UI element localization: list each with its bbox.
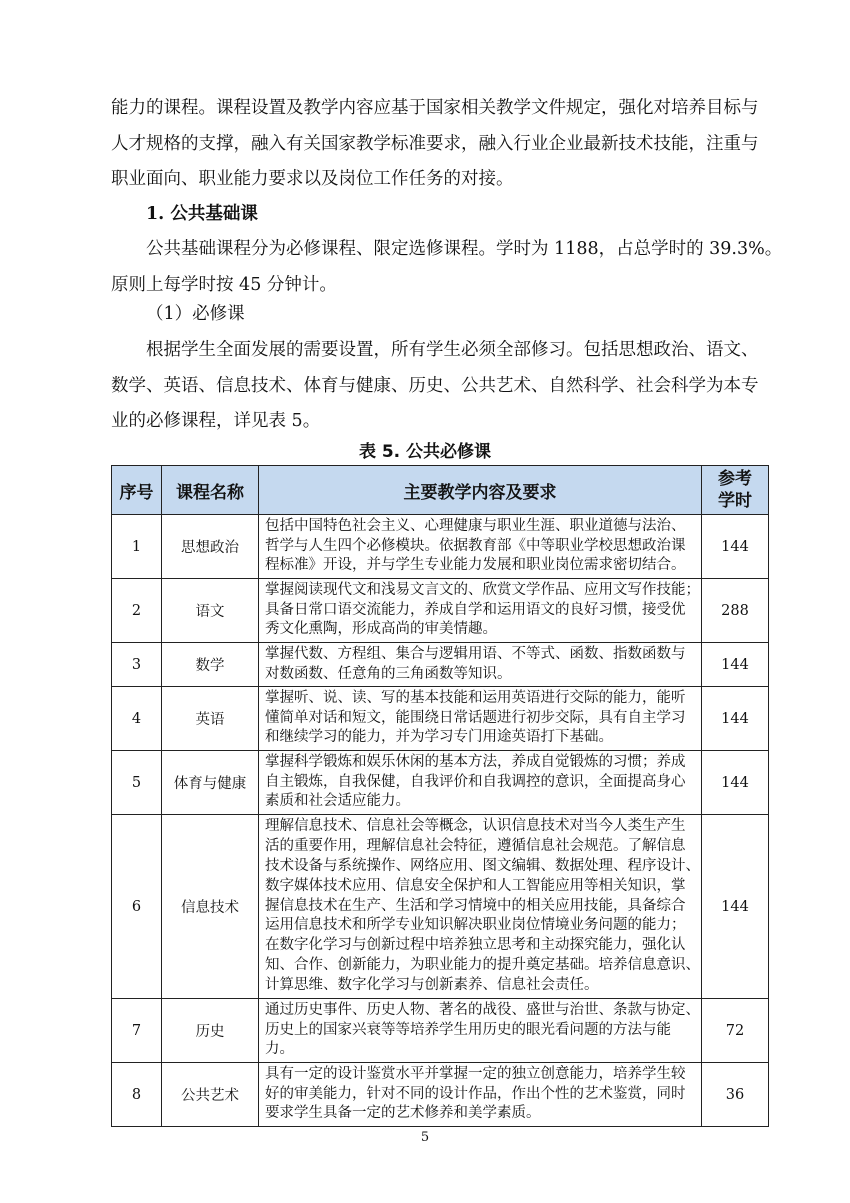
content-line: 具备日常口语交流能力，养成自学和运用语文的良好习惯，接受优 xyxy=(265,601,686,618)
table-row xyxy=(112,687,769,751)
intro-line: 人才规格的支撑，融入有关国家教学标准要求，融入行业企业最新技术技能，注重与 xyxy=(111,133,759,154)
content-line: 在数字化学习与创新过程中培养独立思考和主动探究能力，强化认 xyxy=(265,937,686,954)
content-line: 数字媒体技术应用、信息安全保护和人工智能应用等相关知识，掌 xyxy=(265,877,686,894)
content-line: 秀文化熏陶，形成高尚的审美情趣。 xyxy=(265,621,497,638)
row-hours: 72 xyxy=(702,999,769,1063)
row-content xyxy=(259,1063,702,1127)
table-row xyxy=(112,815,769,999)
content-line: 技术设备与系统操作、网络应用、图文编辑、数据处理、程序设计、 xyxy=(265,858,700,874)
row-hours: 144 xyxy=(702,643,769,687)
row-hours: 144 xyxy=(702,815,769,999)
content-line: 具有一定的设计鉴赏水平并掌握一定的独立创意能力，培养学生较 xyxy=(265,1065,686,1082)
subsection-paragraph xyxy=(111,333,759,440)
row-no: 1 xyxy=(112,515,162,579)
subsection-heading: （1）必修课 xyxy=(146,304,245,324)
content-line: 运用信息技术和所学专业知识解决职业岗位情境业务问题的能力； xyxy=(265,917,686,934)
content-line: 和继续学习的能力，并为学习专门用途英语打下基础。 xyxy=(265,729,613,746)
section-heading: 1. 公共基础课 xyxy=(146,204,258,224)
table-row xyxy=(112,751,769,815)
row-hours: 144 xyxy=(702,687,769,751)
header-name: 课程名称 xyxy=(162,466,259,515)
row-no: 4 xyxy=(112,687,162,751)
section-paragraph xyxy=(111,232,783,303)
header-hours-line: 参考 xyxy=(718,469,752,489)
row-no: 7 xyxy=(112,999,162,1063)
table-row xyxy=(112,515,769,579)
row-hours: 36 xyxy=(702,1063,769,1127)
intro-paragraph xyxy=(111,91,759,198)
row-course-name: 数学 xyxy=(162,643,259,687)
row-content xyxy=(259,687,702,751)
row-course-name: 体育与健康 xyxy=(162,751,259,815)
content-line: 哲学与人生四个必修模块。依据教育部《中等职业学校思想政治课 xyxy=(265,537,686,554)
row-no: 8 xyxy=(112,1063,162,1127)
content-line: 程标准》开设，并与学生专业能力发展和职业岗位需求密切结合。 xyxy=(265,557,686,574)
content-line: 知、合作、创新能力，为职业能力的提升奠定基础。培养信息意识、 xyxy=(265,956,700,973)
row-no: 5 xyxy=(112,751,162,815)
content-line: 活的重要作用，理解信息社会特征，遵循信息社会规范。了解信息 xyxy=(265,838,686,855)
header-content: 主要教学内容及要求 xyxy=(259,466,702,515)
row-no: 3 xyxy=(112,643,162,687)
content-line: 素质和社会适应能力。 xyxy=(265,793,410,810)
courses-table xyxy=(111,465,769,1127)
content-line: 掌握听、说、读、写的基本技能和运用英语进行交际的能力，能听 xyxy=(265,689,686,706)
content-line: 懂简单对话和短文，能围绕日常话题进行初步交际，具有自主学习 xyxy=(265,709,686,726)
table-header-row xyxy=(112,466,769,515)
table-caption: 表 5. 公共必修课 xyxy=(358,442,492,462)
subsection-line: 根据学生全面发展的需要设置，所有学生必须全部修习。包括思想政治、语文、 xyxy=(146,340,759,360)
content-line: 要求学生具备一定的艺术修养和美学素质。 xyxy=(265,1105,541,1122)
section-line: 公共基础课程分为必修课程、限定选修课程。学时为 1188，占总学时的 39.3%。 xyxy=(146,239,783,259)
row-content xyxy=(259,515,702,579)
row-content xyxy=(259,815,702,999)
content-line: 力。 xyxy=(265,1041,294,1058)
row-no: 2 xyxy=(112,579,162,643)
row-course-name: 思想政治 xyxy=(162,515,259,579)
content-line: 包括中国特色社会主义、心理健康与职业生涯、职业道德与法治、 xyxy=(265,517,686,534)
content-line: 掌握阅读现代文和浅易文言文的、欣赏文学作品、应用文写作技能； xyxy=(265,581,700,598)
content-line: 掌握代数、方程组、集合与逻辑用语、不等式、函数、指数函数与 xyxy=(265,645,686,662)
row-hours: 144 xyxy=(702,751,769,815)
row-hours: 144 xyxy=(702,515,769,579)
row-course-name: 英语 xyxy=(162,687,259,751)
row-course-name: 信息技术 xyxy=(162,815,259,999)
header-hours-line: 学时 xyxy=(718,491,752,511)
content-line: 握信息技术在生产、生活和学习情境中的相关应用技能，具备综合 xyxy=(265,897,686,914)
page-number: 5 xyxy=(420,1130,430,1145)
section-line: 原则上每学时按 45 分钟计。 xyxy=(111,274,337,295)
row-no: 6 xyxy=(112,815,162,999)
row-content xyxy=(259,999,702,1063)
content-line: 理解信息技术、信息社会等概念，认识信息技术对当今人类生产生 xyxy=(265,818,686,835)
content-line: 掌握科学锻炼和娱乐休闲的基本方法，养成自觉锻炼的习惯；养成 xyxy=(265,753,686,770)
row-course-name: 公共艺术 xyxy=(162,1063,259,1127)
content-line: 自主锻炼，自我保健，自我评价和自我调控的意识，全面提高身心 xyxy=(265,773,686,790)
intro-line: 能力的课程。课程设置及教学内容应基于国家相关教学文件规定，强化对培养目标与 xyxy=(111,98,759,118)
content-line: 历史上的国家兴衰等等培养学生用历史的眼光看问题的方法与能 xyxy=(265,1021,671,1038)
table-row xyxy=(112,579,769,643)
row-hours: 288 xyxy=(702,579,769,643)
row-course-name: 历史 xyxy=(162,999,259,1063)
table-row xyxy=(112,1063,769,1127)
row-content xyxy=(259,643,702,687)
content-line: 好的审美能力，针对不同的设计作品，作出个性的艺术鉴赏，同时 xyxy=(265,1085,686,1102)
intro-line: 职业面向、职业能力要求以及岗位工作任务的对接。 xyxy=(111,169,514,189)
table-row xyxy=(112,643,769,687)
content-line: 通过历史事件、历史人物、著名的战役、盛世与治世、条款与协定、 xyxy=(265,1001,700,1018)
subsection-line: 数学、英语、信息技术、体育与健康、历史、公共艺术、自然科学、社会科学为本专 xyxy=(111,375,759,396)
header-no: 序号 xyxy=(112,466,162,515)
content-line: 计算思维、数字化学习与创新素养、信息社会责任。 xyxy=(265,976,599,993)
subsection-line: 业的必修课程，详见表 5。 xyxy=(111,411,321,431)
row-content xyxy=(259,751,702,815)
row-course-name: 语文 xyxy=(162,579,259,643)
content-line: 对数函数、任意角的三角函数等知识。 xyxy=(265,665,512,682)
row-content xyxy=(259,579,702,643)
header-hours xyxy=(702,466,769,515)
table-row xyxy=(112,999,769,1063)
